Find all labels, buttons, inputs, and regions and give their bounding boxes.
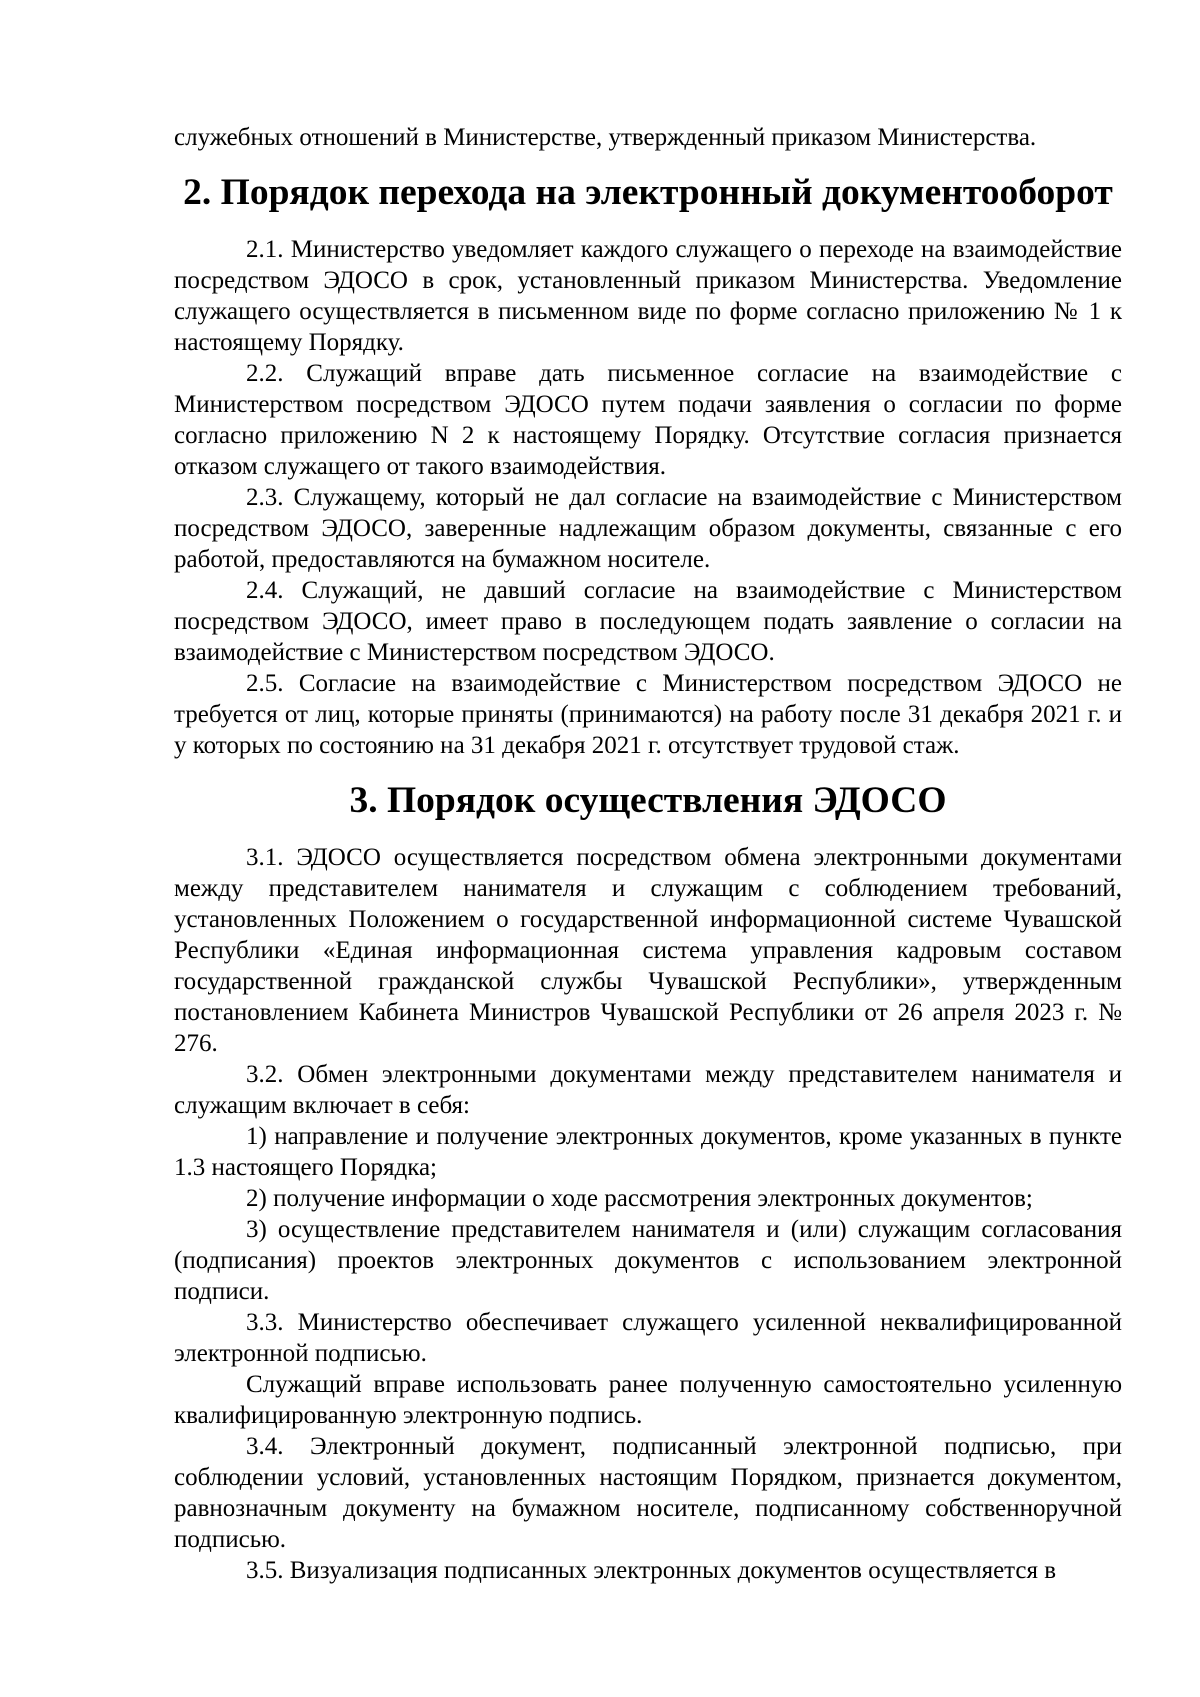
paragraph-3-2: 3.2. Обмен электронными документами между представителем нанимателя и служащим включает в себя: (174, 1061, 1122, 1119)
section-3-heading: 3. Порядок осуществления ЭДОСО (349, 780, 947, 821)
paragraph-2-5: 2.5. Согласие на взаимодействие с Министерством посредством ЭДОСО не требуется от лиц, которые приняты (принимаются) на работу после 31 декабря 2021 г. и у которых по состоянию на 31 декабря 2021 г. отсутствует трудовой стаж. (174, 670, 1122, 759)
list-item-2: 2) получение информации о ходе рассмотрения электронных документов; (246, 1185, 1033, 1212)
paragraph-3-4: 3.4. Электронный документ, подписанный электронной подписью, при соблюдении условий, установленных настоящим Порядком, признается документом, равнозначным документу на бумажном носителе, подписанному собственноручной подписью. (174, 1433, 1122, 1553)
paragraph-3-3-note: Служащий вправе использовать ранее полученную самостоятельно усиленную квалифицированную электронную подпись. (174, 1371, 1122, 1429)
paragraph-3-5: 3.5. Визуализация подписанных электронных документов осуществляется в (246, 1557, 1057, 1584)
section-2-heading: 2. Порядок перехода на электронный документооборот (183, 172, 1113, 213)
paragraph-2-3: 2.3. Служащему, который не дал согласие на взаимодействие с Министерством посредством ЭДОСО, заверенные надлежащим образом документы, связанные с его работой, предоставляются на бумажном носителе. (174, 484, 1122, 573)
section-2-body (174, 234, 1122, 761)
paragraph-3-3: 3.3. Министерство обеспечивает служащего усиленной неквалифицированной электронной подписью. (174, 1309, 1122, 1367)
paragraph-2-4: 2.4. Служащий, не давший согласие на взаимодействие с Министерством посредством ЭДОСО, имеет право в последующем подать заявление о согласии на взаимодействие с Министерством посредством ЭДОСО. (174, 577, 1122, 666)
paragraph-2-1: 2.1. Министерство уведомляет каждого служащего о переходе на взаимодействие посредством ЭДОСО в срок, установленный приказом Министерства. Уведомление служащего осуществляется в письменном виде по форме согласно приложению № 1 к настоящему Порядку. (174, 236, 1122, 356)
list-item-1: 1) направление и получение электронных документов, кроме указанных в пункте 1.3 настоящего Порядка; (174, 1123, 1122, 1181)
paragraph-3-1: 3.1. ЭДОСО осуществляется посредством обмена электронными документами между представителем нанимателя и служащим с соблюдением требований, установленных Положением о государственной информационной системе Чувашской Республики «Единая информационная система управления кадровым составом государственной гражданской службы Чувашской Республики», утвержденным постановлением Кабинета Министров Чувашской Республики от 26 апреля 2023 г. № 276. (174, 844, 1122, 1057)
paragraph-2-2: 2.2. Служащий вправе дать письменное согласие на взаимодействие с Министерством посредством ЭДОСО путем подачи заявления о согласии по форме согласно приложению N 2 к настоящему Порядку. Отсутствие согласия признается отказом служащего от такого взаимодействия. (174, 360, 1122, 480)
list-item-3: 3) осуществление представителем нанимателя и (или) служащим согласования (подписания) проектов электронных документов с использованием электронной подписи. (174, 1216, 1122, 1305)
document-page (174, 122, 1122, 1586)
continuation-text: служебных отношений в Министерстве, утвержденный приказом Министерства. (174, 124, 1037, 151)
section-3-body (174, 842, 1122, 1586)
